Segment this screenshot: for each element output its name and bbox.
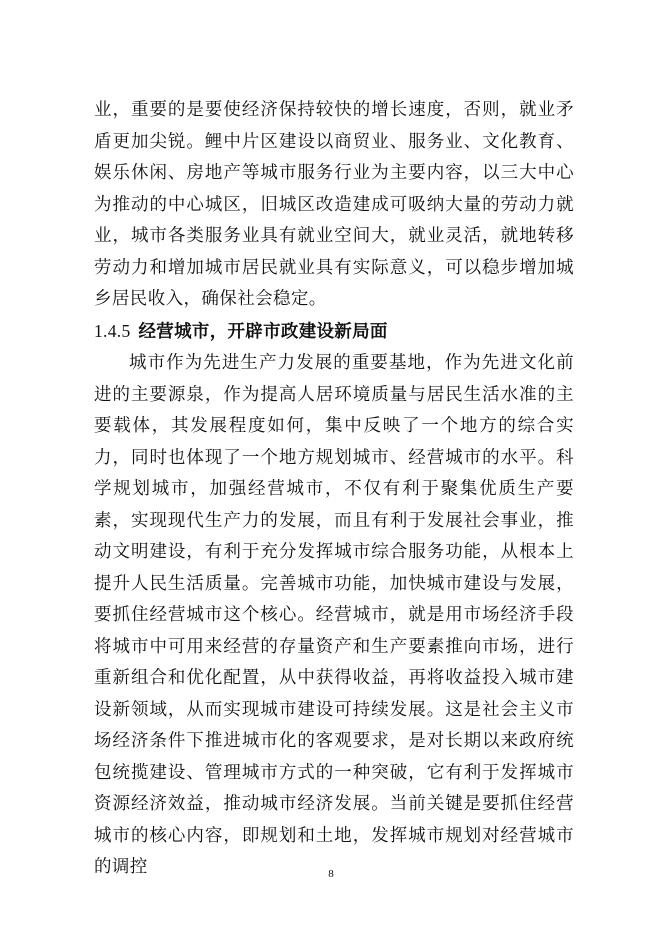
- page-number: 8: [328, 868, 334, 880]
- section-heading: [94, 316, 574, 349]
- page-body: [94, 95, 574, 884]
- paragraph-continued: 业，重要的是要使经济保持较快的增长速度，否则，就业矛盾更加尖锐。鲤中片区建设以商贸业、服务业、文化教育、娱乐休闲、房地产等城市服务行业为主要内容，以三大中心为推动的中心城区，旧城区改造建成可吸纳大量的劳动力就业，城市各类服务业具有就业空间大，就业灵活，就地转移劳动力和增加城市居民就业具有实际意义，可以稳步增加城乡居民收入，确保社会稳定。: [94, 100, 574, 309]
- section-title: 经营城市，开辟市政建设新局面: [138, 321, 388, 342]
- paragraph-main: 城市作为先进生产力发展的重要基地，作为先进文化前进的主要源泉，作为提高人居环境质量与居民生活水准的主要载体，其发展程度如何，集中反映了一个地方的综合实力，同时也体现了一个地方规划城市、经营城市的水平。科学规划城市，加强经营城市，不仅有利于聚集优质生产要素，实现现代生产力的发展，而且有利于发展社会事业，推动文明建设，有利于充分发挥城市综合服务功能，从根本上提升人民生活质量。完善城市功能，加快城市建设与发展，要抓住经营城市这个核心。经营城市，就是用市场经济手段将城市中可用来经营的存量资产和生产要素推向市场，进行重新组合和优化配置，从中获得收益，再将收益投入城市建设新领域，从而实现城市建设可持续发展。这是社会主义市场经济条件下推进城市化的客观要求，是对长期以来政府统包统揽建设、管理城市方式的一种突破，它有利于发挥城市资源经济效益，推动城市经济发展。当前关键是要抓住经营城市的核心内容，即规划和土地，发挥城市规划对经营城市的调控: [94, 353, 574, 877]
- section-number: 1.4.5: [94, 320, 131, 341]
